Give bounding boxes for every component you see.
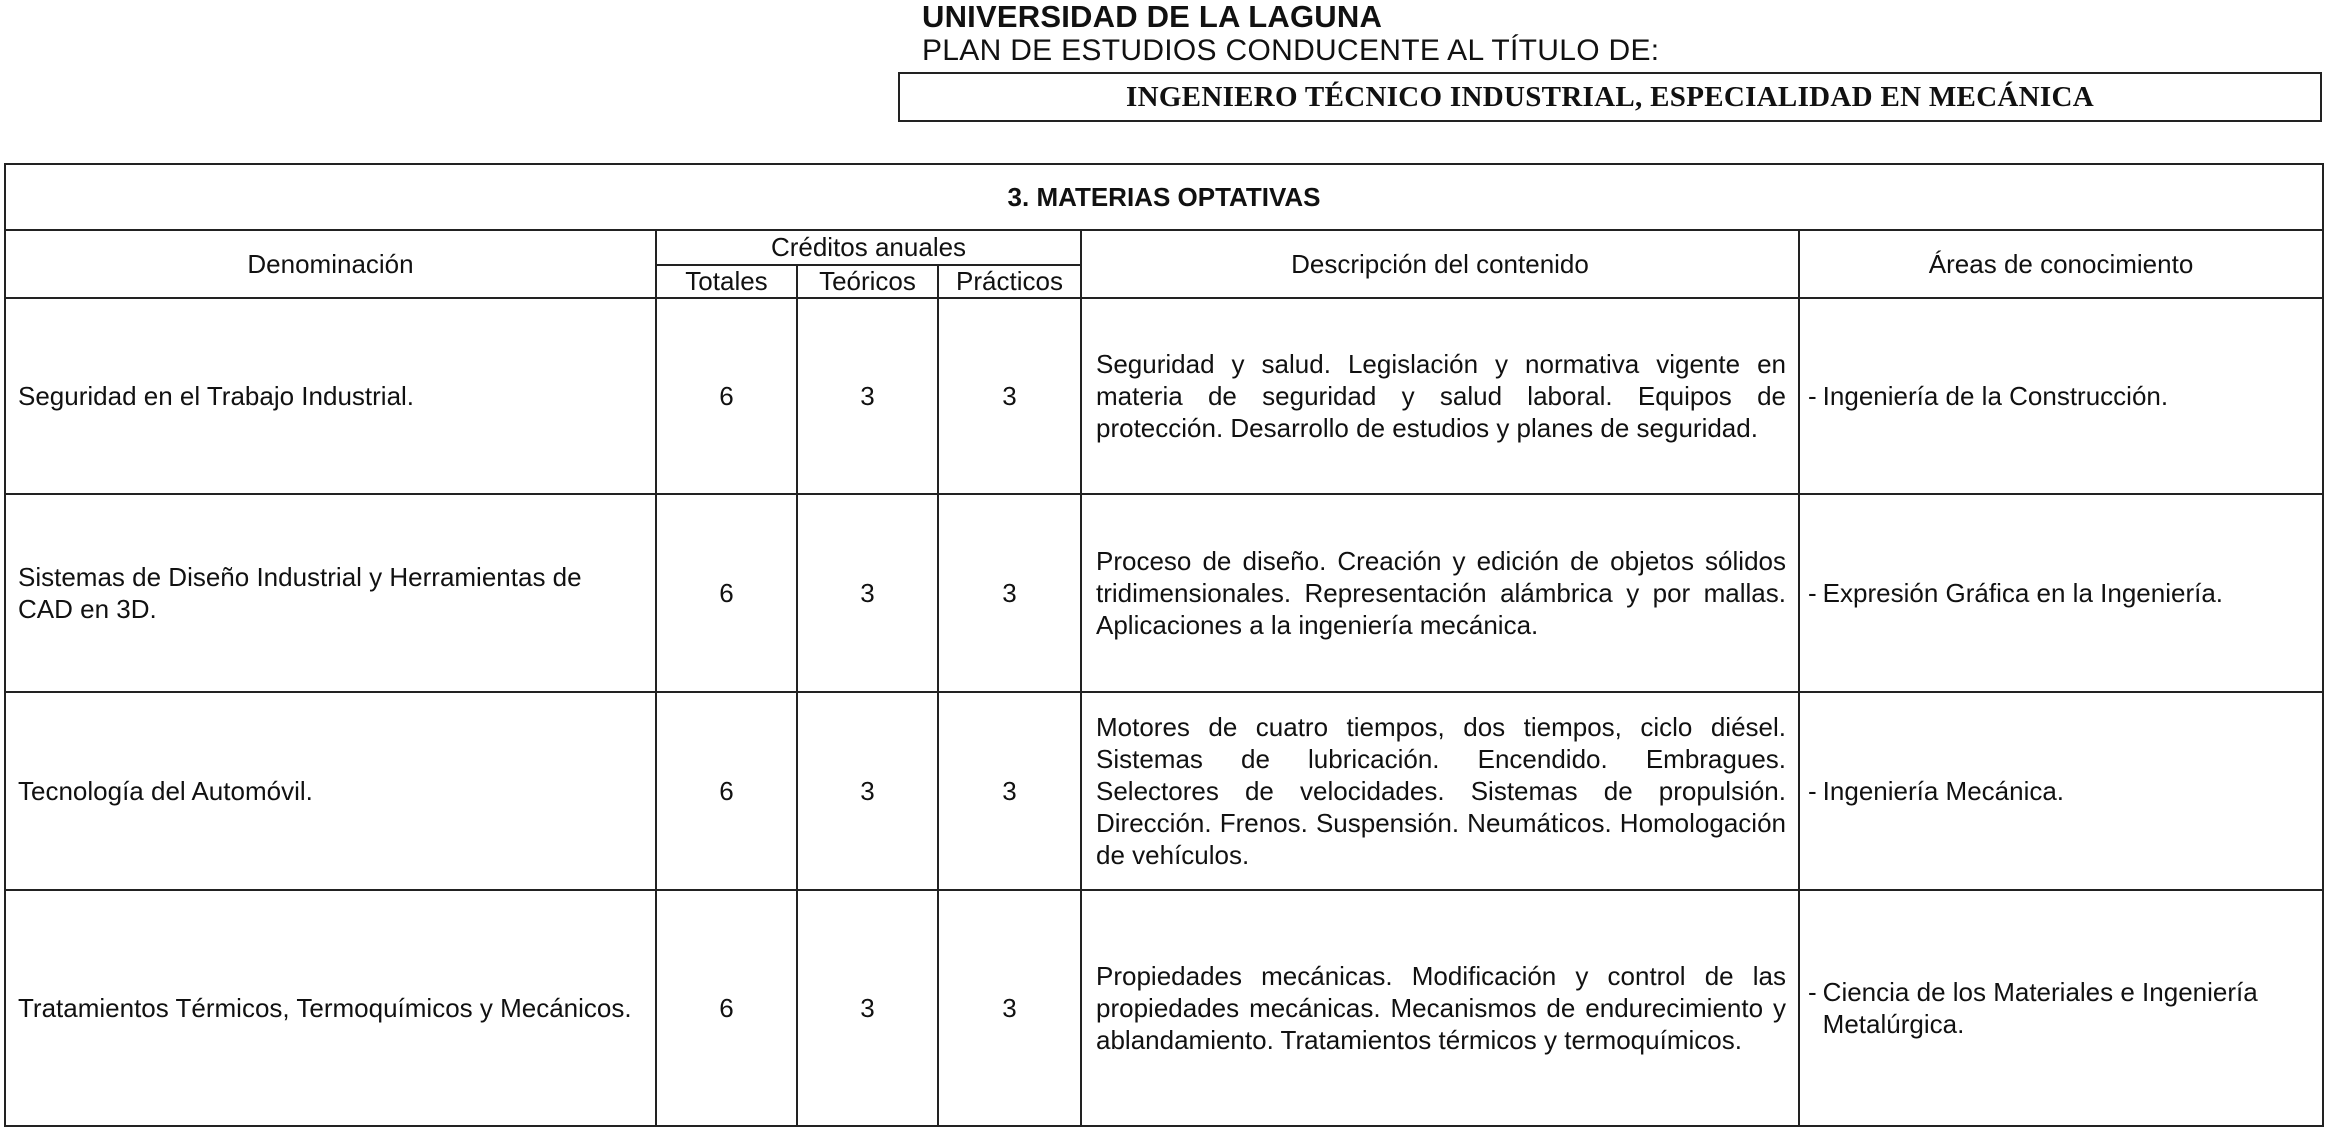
table-row	[5, 494, 2323, 692]
credits-total: 6	[656, 298, 797, 494]
table-row	[5, 298, 2323, 494]
knowledge-area: - Ciencia de los Materiales e Ingeniería Metalúrgica.	[1799, 890, 2323, 1126]
degree-title: INGENIERO TÉCNICO INDUSTRIAL, ESPECIALIDAD EN MECÁNICA	[1126, 80, 2094, 113]
header-teoricos: Teóricos	[797, 265, 938, 298]
document-header	[922, 0, 2327, 68]
knowledge-area: - Ingeniería de la Construcción.	[1799, 298, 2323, 494]
credits-total: 6	[656, 890, 797, 1126]
header-denominacion: Denominación	[5, 230, 656, 298]
knowledge-area-text: Ingeniería de la Construcción.	[1822, 381, 2169, 411]
knowledge-area: - Expresión Gráfica en la Ingeniería.	[1799, 494, 2323, 692]
knowledge-area-text: Ciencia de los Materiales e Ingeniería Metalúrgica.	[1822, 977, 2258, 1039]
credits-theory: 3	[797, 298, 938, 494]
subject-name: Tecnología del Automóvil.	[5, 692, 656, 890]
credits-practice: 3	[938, 692, 1081, 890]
header-descripcion: Descripción del contenido	[1081, 230, 1799, 298]
credits-practice: 3	[938, 298, 1081, 494]
subject-name: Sistemas de Diseño Industrial y Herramientas de CAD en 3D.	[5, 494, 656, 692]
subject-description: Seguridad y salud. Legislación y normativa vigente en materia de seguridad y salud laboral. Equipos de protección. Desarrollo de estudios y planes de seguridad.	[1081, 298, 1799, 494]
subject-description: Proceso de diseño. Creación y edición de objetos sólidos tridimensionales. Representación alámbrica y por mallas. Aplicaciones a la ingeniería mecánica.	[1081, 494, 1799, 692]
header-practicos: Prácticos	[938, 265, 1081, 298]
subject-description: Propiedades mecánicas. Modificación y control de las propiedades mecánicas. Mecanismos de endurecimiento y ablandamiento. Tratamientos térmicos y termoquímicos.	[1081, 890, 1799, 1126]
degree-title-box	[898, 72, 2322, 122]
university-name: UNIVERSIDAD DE LA LAGUNA	[922, 0, 1383, 34]
plan-heading: PLAN DE ESTUDIOS CONDUCENTE AL TÍTULO DE:	[922, 34, 1660, 67]
knowledge-area: - Ingeniería Mecánica.	[1799, 692, 2323, 890]
knowledge-area-text: Expresión Gráfica en la Ingeniería.	[1822, 578, 2224, 608]
credits-theory: 3	[797, 692, 938, 890]
header-areas: Áreas de conocimiento	[1799, 230, 2323, 298]
credits-total: 6	[656, 494, 797, 692]
subject-name: Tratamientos Térmicos, Termoquímicos y Mecánicos.	[5, 890, 656, 1126]
credits-theory: 3	[797, 494, 938, 692]
header-totales: Totales	[656, 265, 797, 298]
credits-theory: 3	[797, 890, 938, 1126]
table-row	[5, 692, 2323, 890]
section-title: 3. MATERIAS OPTATIVAS	[5, 164, 2323, 230]
table-row	[5, 890, 2323, 1126]
credits-practice: 3	[938, 494, 1081, 692]
credits-total: 6	[656, 692, 797, 890]
subjects-table	[4, 163, 2324, 1127]
subject-name: Seguridad en el Trabajo Industrial.	[5, 298, 656, 494]
header-creditos: Créditos anuales	[656, 230, 1081, 265]
knowledge-area-text: Ingeniería Mecánica.	[1822, 776, 2065, 806]
credits-practice: 3	[938, 890, 1081, 1126]
subject-description: Motores de cuatro tiempos, dos tiempos, ciclo diésel. Sistemas de lubricación. Encendido. Embragues. Selectores de velocidades. Sistemas de propulsión. Dirección. Frenos. Suspensión. Neumáticos. Homologación de vehículos.	[1081, 692, 1799, 890]
